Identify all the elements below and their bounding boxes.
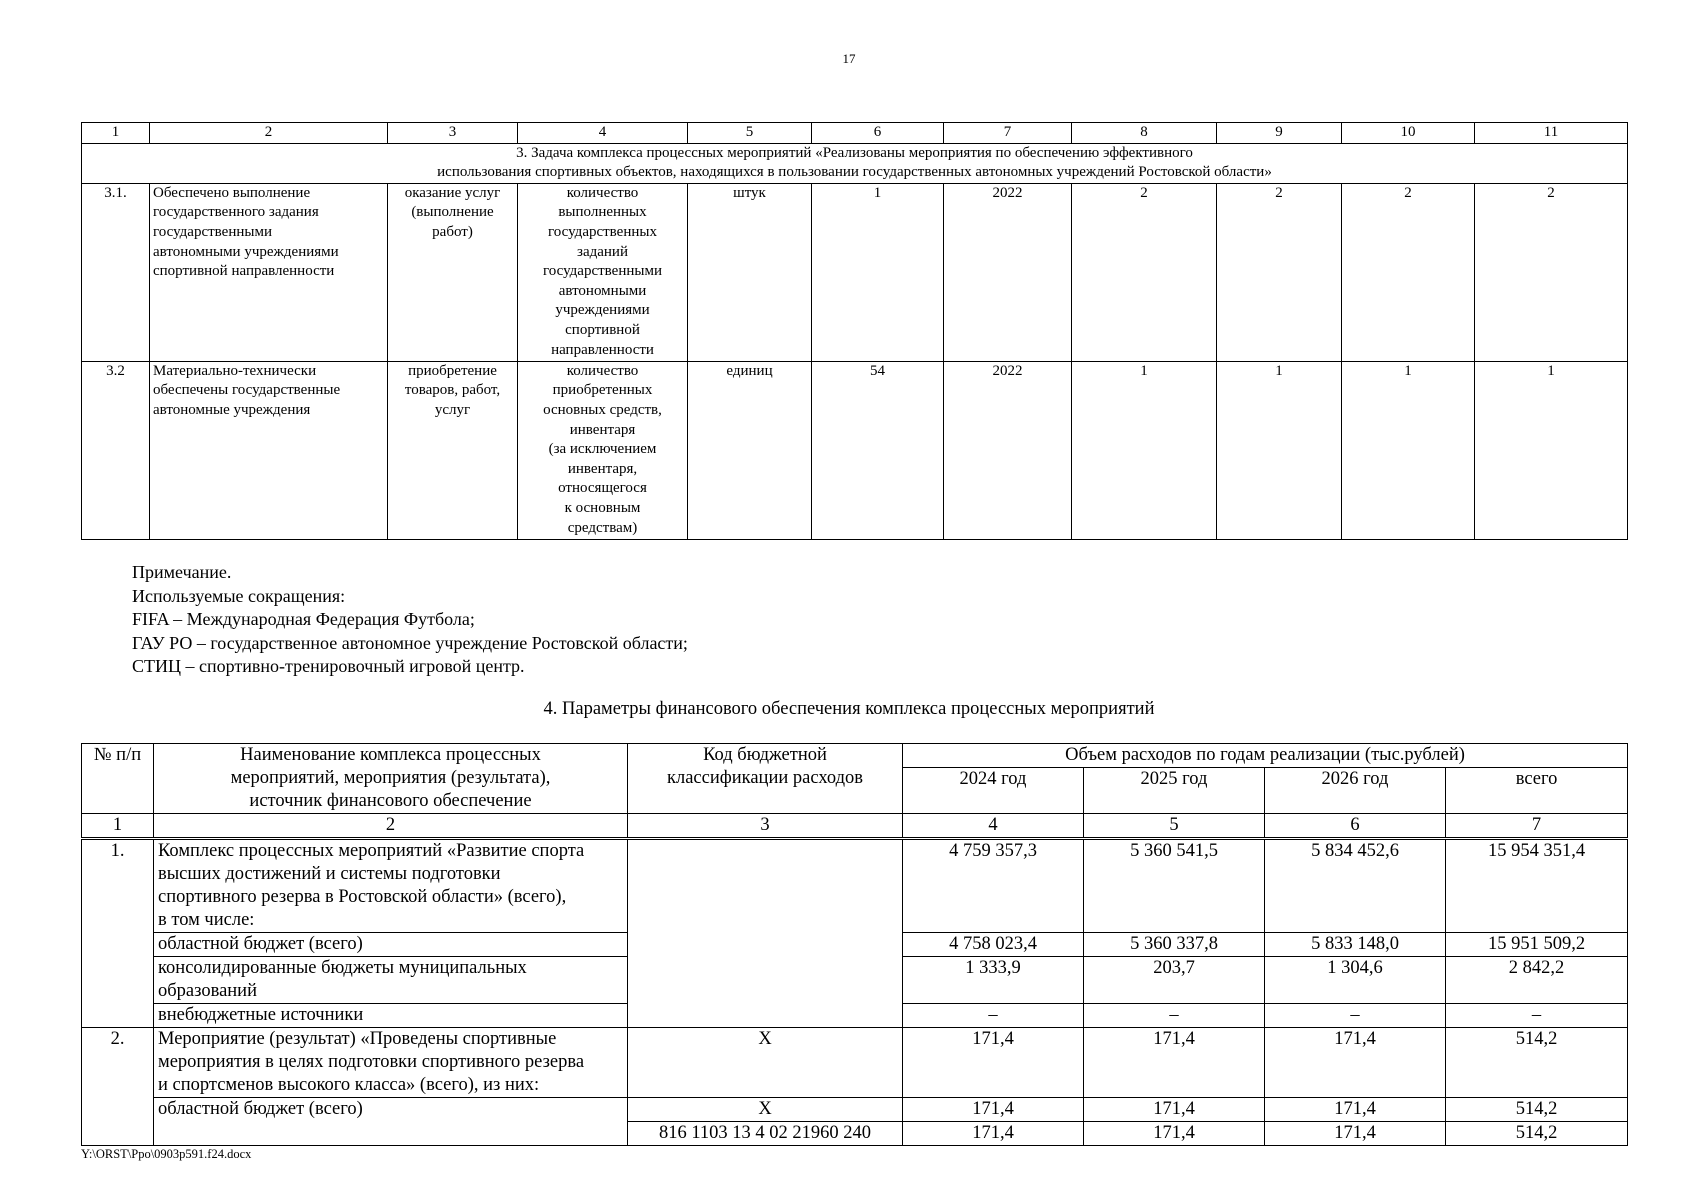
- row-number: 3.1.: [82, 183, 150, 361]
- header-code: Код бюджетной классификации расходов: [628, 744, 903, 814]
- row-value-2024: 1 333,9: [903, 957, 1084, 1004]
- row-value-2026: 1 304,6: [1265, 957, 1446, 1004]
- row-total: 15 954 351,4: [1446, 839, 1628, 933]
- row-total: 15 951 509,2: [1446, 933, 1628, 957]
- row-total: 514,2: [1446, 1028, 1628, 1098]
- abbreviation-item: СТИЦ – спортивно-тренировочный игровой центр.: [132, 656, 525, 676]
- row-indicator: количество приобретенных основных средств, инвентаря (за исключением инвентаря, относящегося к основным средствам): [518, 361, 688, 539]
- header-year-2024: 2024 год: [903, 768, 1084, 814]
- header-volume: Объем расходов по годам реализации (тыс.рублей): [903, 744, 1628, 768]
- row-value-2025: 171,4: [1084, 1028, 1265, 1098]
- financing-table: [81, 743, 1628, 1146]
- row-code: X: [628, 1028, 903, 1098]
- row-value-2025: –: [1084, 1004, 1265, 1028]
- row-value-2025: 171,4: [1084, 1122, 1265, 1146]
- row-code: X: [628, 1098, 903, 1122]
- section-title-line: 3. Задача комплекса процессных мероприятий «Реализованы мероприятия по обеспечению эффективного: [516, 144, 1193, 161]
- row-name: Комплекс процессных мероприятий «Развитие спорта высших достижений и системы подготовки спортивного резерва в Ростовской области» (всего), в том числе:: [154, 839, 628, 933]
- row-value-2026: 171,4: [1265, 1122, 1446, 1146]
- row-total: 2 842,2: [1446, 957, 1628, 1004]
- col-number: 4: [903, 814, 1084, 839]
- row-value: 1: [1217, 361, 1342, 539]
- abbreviation-item: FIFA – Международная Федерация Футбола;: [132, 609, 475, 629]
- notes-block: [132, 561, 688, 679]
- header-total: всего: [1446, 768, 1628, 814]
- row-base-year: 2022: [944, 361, 1072, 539]
- row-number: 2.: [82, 1028, 154, 1146]
- abbreviation-item: ГАУ РО – государственное автономное учреждение Ростовской области;: [132, 632, 688, 653]
- row-value: 1: [1342, 361, 1475, 539]
- row-name: внебюджетные источники: [154, 1004, 628, 1028]
- page-number: 17: [842, 51, 856, 66]
- table-row: [82, 839, 1628, 933]
- notes-title: Примечание.: [132, 562, 232, 582]
- column-number-row: [82, 814, 1628, 839]
- row-value-2026: 5 834 452,6: [1265, 839, 1446, 933]
- table-row: [82, 1028, 1628, 1098]
- col-number: 1: [82, 123, 150, 144]
- header-row: [82, 744, 1628, 768]
- row-value-2024: 4 758 023,4: [903, 933, 1084, 957]
- header-number: № п/п: [82, 744, 154, 814]
- row-value: 2: [1072, 183, 1217, 361]
- row-name: Мероприятие (результат) «Проведены спортивные мероприятия в целях подготовки спортивного резерва и спортсменов высокого класса» (всего), из них:: [154, 1028, 628, 1098]
- column-number-row: [82, 123, 1628, 144]
- col-number: 5: [1084, 814, 1265, 839]
- col-number: 3: [628, 814, 903, 839]
- row-unit: единиц: [688, 361, 812, 539]
- row-value-2024: –: [903, 1004, 1084, 1028]
- section-title-row: [82, 143, 1628, 183]
- header-year-2026: 2026 год: [1265, 768, 1446, 814]
- row-total: 514,2: [1446, 1122, 1628, 1146]
- table-row: [82, 183, 1628, 361]
- row-value-2025: 5 360 337,8: [1084, 933, 1265, 957]
- row-value-2024: 171,4: [903, 1028, 1084, 1098]
- row-name: областной бюджет (всего): [154, 933, 628, 957]
- footer-file-path: Y:\ORST\Ppo\0903p591.f24.docx: [81, 1147, 252, 1161]
- col-number: 9: [1217, 123, 1342, 144]
- row-value-2026: 171,4: [1265, 1098, 1446, 1122]
- col-number: 2: [154, 814, 628, 839]
- col-number: 1: [82, 814, 154, 839]
- section-title-line: использования спортивных объектов, находящихся в пользовании государственных автономных учреждений Ростовской области»: [437, 164, 1272, 181]
- row-value-2025: 5 360 541,5: [1084, 839, 1265, 933]
- col-number: 3: [388, 123, 518, 144]
- row-base-value: 54: [812, 361, 944, 539]
- row-value-2026: 5 833 148,0: [1265, 933, 1446, 957]
- row-value: 2: [1342, 183, 1475, 361]
- row-name: Обеспечено выполнение государственного задания государственными автономными учреждениями спортивной направленности: [150, 183, 388, 361]
- row-total: 514,2: [1446, 1098, 1628, 1122]
- col-number: 6: [1265, 814, 1446, 839]
- row-type: оказание услуг (выполнение работ): [388, 183, 518, 361]
- col-number: 2: [150, 123, 388, 144]
- header-year-2025: 2025 год: [1084, 768, 1265, 814]
- col-number: 4: [518, 123, 688, 144]
- row-value-2024: 171,4: [903, 1098, 1084, 1122]
- row-value-2026: –: [1265, 1004, 1446, 1028]
- row-base-value: 1: [812, 183, 944, 361]
- col-number: 7: [1446, 814, 1628, 839]
- abbreviations-title: Используемые сокращения:: [132, 585, 346, 606]
- row-name: областной бюджет (всего): [154, 1098, 628, 1146]
- col-number: 11: [1475, 123, 1628, 144]
- row-type: приобретение товаров, работ, услуг: [388, 361, 518, 539]
- row-number: 1.: [82, 839, 154, 1028]
- col-number: 5: [688, 123, 812, 144]
- col-number: 10: [1342, 123, 1475, 144]
- results-table: [81, 122, 1628, 540]
- row-code: [628, 839, 903, 1028]
- row-unit: штук: [688, 183, 812, 361]
- row-value-2024: 4 759 357,3: [903, 839, 1084, 933]
- row-total: –: [1446, 1004, 1628, 1028]
- row-value: 2: [1475, 183, 1628, 361]
- row-code: 816 1103 13 4 02 21960 240: [628, 1122, 903, 1146]
- row-number: 3.2: [82, 361, 150, 539]
- row-indicator: количество выполненных государственных заданий государственными автономными учреждениями спортивной направленности: [518, 183, 688, 361]
- col-number: 6: [812, 123, 944, 144]
- col-number: 8: [1072, 123, 1217, 144]
- row-name: Материально-технически обеспечены государственные автономные учреждения: [150, 361, 388, 539]
- section-heading: 4. Параметры финансового обеспечения комплекса процессных мероприятий: [543, 699, 1155, 719]
- row-value: 1: [1072, 361, 1217, 539]
- row-value-2026: 171,4: [1265, 1028, 1446, 1098]
- row-value-2024: 171,4: [903, 1122, 1084, 1146]
- row-value-2025: 171,4: [1084, 1098, 1265, 1122]
- table-row: [82, 1098, 1628, 1122]
- row-value-2025: 203,7: [1084, 957, 1265, 1004]
- row-value: 1: [1475, 361, 1628, 539]
- col-number: 7: [944, 123, 1072, 144]
- row-value: 2: [1217, 183, 1342, 361]
- row-name: консолидированные бюджеты муниципальных образований: [154, 957, 628, 1004]
- section-title: [82, 143, 1628, 183]
- header-name: Наименование комплекса процессных мероприятий, мероприятия (результата), источник финансового обеспечение: [154, 744, 628, 814]
- row-base-year: 2022: [944, 183, 1072, 361]
- table-row: [82, 361, 1628, 539]
